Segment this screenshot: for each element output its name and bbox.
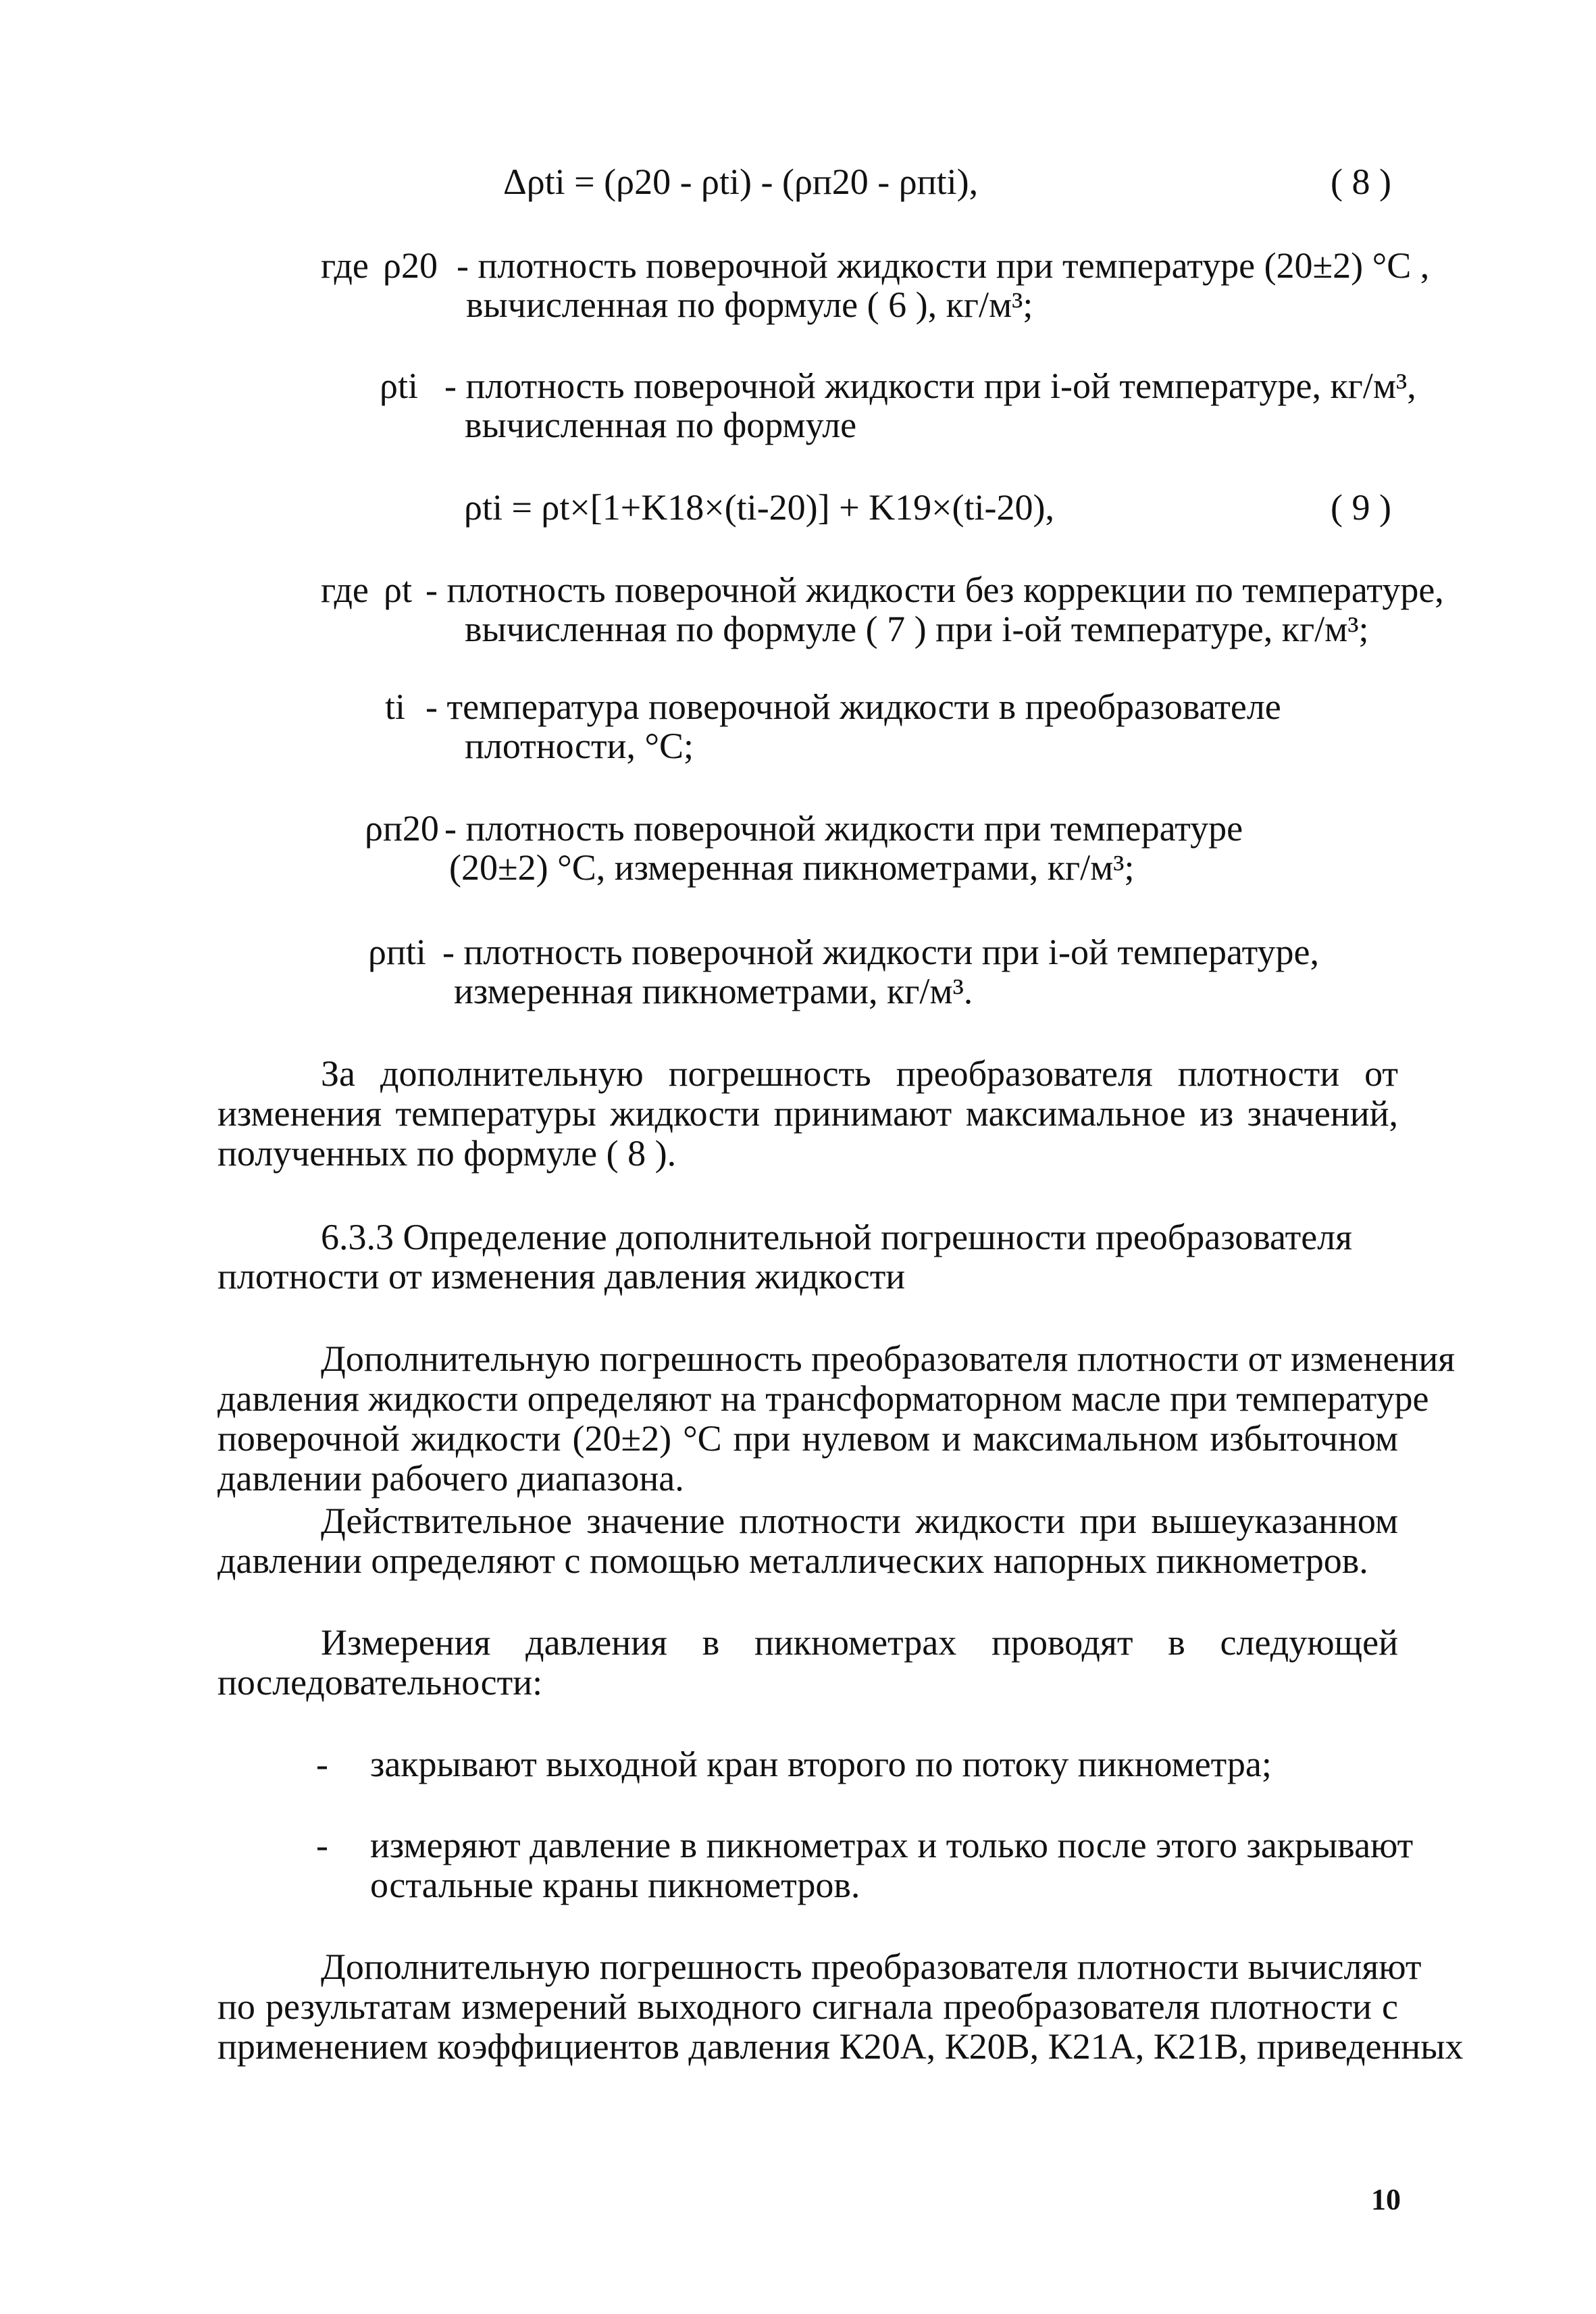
rhop20-def-line1: - плотность поверочной жидкости при температуре	[444, 808, 1243, 849]
rhot-def-line1: - плотность поверочной жидкости без коррекции по температуре,	[426, 570, 1444, 610]
formula-8: Δρti = (ρ20 - ρti) - (ρп20 - ρпti),	[503, 161, 979, 202]
formula-8-number: ( 8 )	[1331, 161, 1391, 202]
ti-def-line2: плотности, °С;	[465, 726, 694, 766]
section-heading-633-line2: плотности от изменения давления жидкости	[217, 1256, 906, 1297]
list-item-2-dash: -	[316, 1825, 328, 1865]
para-last-line3: применением коэффициентов давления К20А, К20В, К21А, К21В, приведенных	[217, 2026, 1464, 2067]
formula-9-number: ( 9 )	[1331, 487, 1391, 528]
list-item-1-dash: -	[316, 1744, 328, 1784]
rhoti-def-line2: вычисленная по формуле	[465, 405, 857, 445]
symbol-rhop20: ρп20	[365, 808, 439, 849]
para-last-line1: Дополнительную погрешность преобразователя плотности вычисляют	[321, 1946, 1422, 1987]
para-za-line2: изменения температуры жидкости принимают максимальное из значений,	[217, 1093, 1398, 1134]
para-dop-line1: Дополнительную погрешность преобразователя плотности от изменения	[321, 1338, 1456, 1379]
symbol-rhoti: ρti	[380, 366, 418, 406]
para-izm-line2: последовательности:	[217, 1662, 543, 1703]
symbol-rhopti: ρпti	[368, 932, 426, 972]
list-item-2-line1: измеряют давление в пикнометрах и только после этого закрывают	[370, 1825, 1414, 1865]
symbol-rhot: ρt	[384, 570, 412, 610]
para-dop-line2: давления жидкости определяют на трансформаторном масле при температуре	[217, 1378, 1429, 1419]
rhopti-def-line2: измеренная пикнометрами, кг/м³.	[454, 971, 973, 1011]
rhopti-def-line1: - плотность поверочной жидкости при i-ой температуре,	[442, 932, 1319, 972]
ti-def-line1: - температура поверочной жидкости в преобразователе	[426, 686, 1281, 727]
para-za-line3: полученных по формуле ( 8 ).	[217, 1133, 677, 1174]
para-za-line1: За дополнительную погрешность преобразователя плотности от	[321, 1053, 1398, 1094]
rhot-def-line2: вычисленная по формуле ( 7 ) при i-ой температуре, кг/м³;	[465, 609, 1369, 649]
para-deyst-line2: давлении определяют с помощью металлических напорных пикнометров.	[217, 1540, 1368, 1581]
where-label: где	[321, 245, 369, 286]
list-item-1-line1: закрывают выходной кран второго по потоку пикнометра;	[370, 1744, 1272, 1784]
para-last-line2: по результатам измерений выходного сигнала преобразователя плотности с	[217, 1986, 1398, 2027]
rho20-def-line2: вычисленная по формуле ( 6 ), кг/м³;	[466, 284, 1033, 325]
para-dop-line3: поверочной жидкости (20±2) °С при нулевом и максимальном избыточном	[217, 1418, 1398, 1459]
rhop20-def-line2: (20±2) °С, измеренная пикнометрами, кг/м³;	[449, 847, 1135, 888]
para-izm-line1: Измерения давления в пикнометрах проводят в следующей	[321, 1622, 1398, 1663]
where-label-2: где	[321, 570, 369, 610]
list-item-2-line2: остальные краны пикнометров.	[370, 1865, 860, 1905]
para-dop-line4: давлении рабочего диапазона.	[217, 1458, 684, 1499]
formula-9: ρti = ρt×[1+K18×(ti-20)] + K19×(ti-20),	[464, 487, 1054, 528]
page-number: 10	[1371, 2183, 1401, 2216]
rhoti-def-line1: - плотность поверочной жидкости при i-ой температуре, кг/м³,	[444, 366, 1416, 406]
section-heading-633-line1: 6.3.3 Определение дополнительной погрешности преобразователя	[321, 1217, 1352, 1257]
symbol-ti: ti	[385, 686, 406, 727]
symbol-rho20: ρ20	[383, 245, 438, 286]
rho20-def-line1: - плотность поверочной жидкости при температуре (20±2) °С ,	[457, 245, 1430, 286]
para-deyst-line1: Действительное значение плотности жидкости при вышеуказанном	[321, 1501, 1398, 1541]
